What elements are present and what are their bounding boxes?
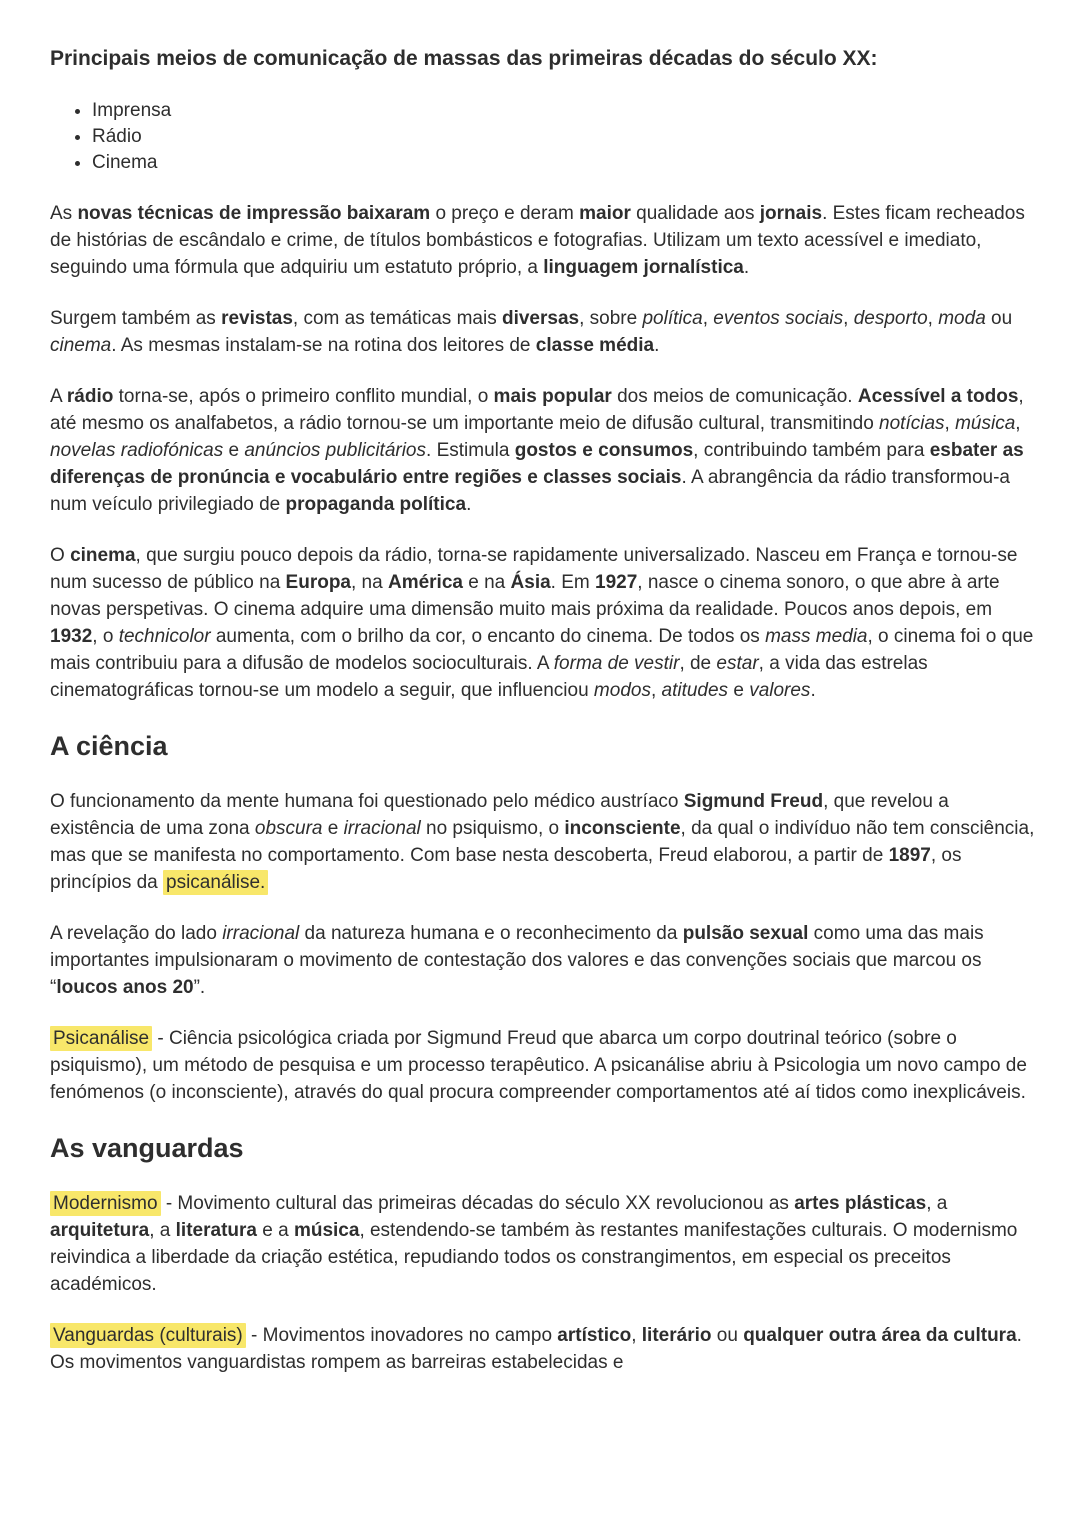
text-run: Acessível a todos — [857, 386, 1019, 407]
text-run: technicolor — [118, 626, 211, 647]
text-run: Europa — [285, 572, 351, 593]
text-run: classe média — [535, 335, 655, 356]
text-run: , da qual o indivíduo não tem consciência, mas que se manifesta no comportamento. Com base nesta descoberta, Freud elaborou, a partir de — [50, 818, 1035, 866]
text-run: artes plásticas — [794, 1193, 927, 1214]
text-run: O — [50, 545, 71, 566]
text-run: , a vida das estrelas cinematográficas tornou-se um modelo a seguir, que influenciou — [50, 653, 928, 701]
paragraph-revelacao — [50, 920, 1036, 1001]
text-run: . Estes ficam recheados de histórias de escândalo e crime, de títulos bombásticos e fotografias. Utilizam um texto acessível e imediato, seguindo uma fórmula que adquiriu um estatuto próprio, a — [50, 203, 1025, 278]
text-run: , estendendo-se também às restantes manifestações culturais. O modernismo reivindica a liberdade da criação estética, repudiando todos os constrangimentos, em especial os preceitos académicos. — [50, 1220, 1018, 1295]
text-run: . — [743, 257, 750, 278]
text-run: irracional — [343, 818, 421, 839]
text-run: arquitetura — [50, 1220, 150, 1241]
text-run: . As mesmas instalam-se na rotina dos leitores de — [111, 335, 536, 356]
text-run: política — [642, 308, 703, 329]
text-run: ou — [985, 308, 1013, 329]
paragraph-radio — [50, 383, 1036, 518]
text-run: aumenta, com o brilho da cor, o encanto do cinema. De todos os — [210, 626, 766, 647]
text-run: Sigmund Freud — [683, 791, 824, 812]
media-list — [50, 98, 1036, 176]
text-run: - Ciência psicológica criada por Sigmund Freud que abarca um corpo doutrinal teórico (sobre o psiquismo), um método de pesquisa e um processo terapêutico. A psicanálise abriu à Psicologia um novo campo de fenómenos (o inconsciente), através do qual procura compreender comportamentos até aí tidos como inexplicáveis. — [50, 1028, 1027, 1103]
text-run: A — [50, 386, 67, 407]
text-run: como uma das mais importantes impulsionaram o movimento de contestação dos valores e das convenções sociais que marcou os “ — [50, 923, 984, 998]
text-run: literatura — [175, 1220, 257, 1241]
text-run: . — [654, 335, 660, 356]
text-run: , até mesmo os analfabetos, a rádio tornou-se um importante meio de difusão cultural, transmitindo — [50, 386, 1024, 434]
text-run: As — [50, 203, 78, 224]
text-run: diversas — [501, 308, 580, 329]
text-run: - Movimentos inovadores no campo — [245, 1325, 558, 1346]
text-run: , a — [926, 1193, 948, 1214]
text-run: artístico — [557, 1325, 632, 1346]
text-run: música — [955, 413, 1016, 434]
text-run: , — [1015, 413, 1021, 434]
text-run: , com as temáticas mais — [292, 308, 502, 329]
doc-title: Principais meios de comunicação de massas das primeiras décadas do século XX: — [50, 47, 878, 70]
text-run: rádio — [66, 386, 114, 407]
text-run: Ásia — [510, 572, 551, 593]
paragraph-freud — [50, 788, 1036, 896]
text-run: , — [631, 1325, 642, 1346]
list-item-radio: • Rádio — [92, 124, 1036, 150]
paragraph-psicanalise-definition — [50, 1025, 1036, 1106]
text-run: modos — [593, 680, 651, 701]
text-run: cinema — [70, 545, 136, 566]
text-run: Surgem também as — [50, 308, 222, 329]
text-run: mais popular — [493, 386, 612, 407]
text-run: anúncios publicitários — [244, 440, 427, 461]
text-run: eventos sociais — [713, 308, 844, 329]
paragraph-modernismo-definition — [50, 1190, 1036, 1298]
list-item-imprensa: • Imprensa — [92, 98, 1036, 124]
highlighted-term: psicanálise. — [163, 870, 268, 895]
text-run: maior — [579, 203, 631, 224]
text-run: , sobre — [579, 308, 643, 329]
text-run: valores — [749, 680, 811, 701]
highlighted-term: Modernismo — [50, 1191, 161, 1216]
text-run: e na — [462, 572, 511, 593]
text-run: atitudes — [661, 680, 729, 701]
text-run: novas técnicas de impressão baixaram — [77, 203, 431, 224]
section-heading-vanguardas: As vanguardas — [50, 1133, 244, 1163]
text-run: inconsciente — [564, 818, 681, 839]
text-run: e — [223, 440, 245, 461]
text-run: propaganda política — [285, 494, 467, 515]
text-run: , que revelou a existência de uma zona — [50, 791, 949, 839]
text-run: , — [843, 308, 854, 329]
text-run: literário — [641, 1325, 712, 1346]
text-run: música — [293, 1220, 360, 1241]
text-run: , — [702, 308, 714, 329]
text-run: 1932 — [50, 626, 93, 647]
text-run: no psiquismo, o — [420, 818, 565, 839]
text-run: . Estimula — [426, 440, 515, 461]
text-run: , — [650, 680, 662, 701]
text-run: loucos anos 20 — [56, 977, 194, 998]
text-run: , o — [92, 626, 119, 647]
text-run: O funcionamento da mente humana foi questionado pelo médico austríaco — [50, 791, 684, 812]
text-run: e — [322, 818, 344, 839]
text-run: revistas — [221, 308, 293, 329]
text-run: estar — [716, 653, 759, 674]
text-run: - Movimento cultural das primeiras décadas do século XX revolucionou as — [160, 1193, 795, 1214]
text-run: pulsão sexual — [682, 923, 809, 944]
section-heading-ciencia: A ciência — [50, 731, 168, 761]
text-run: ”. — [193, 977, 206, 998]
text-run: o preço e deram — [430, 203, 580, 224]
text-run: qualquer outra área da cultura — [743, 1325, 1017, 1346]
paragraph-cinema — [50, 542, 1036, 704]
text-run: esbater as diferenças de pronúncia e vocabulário entre regiões e classes sociais — [50, 440, 1024, 488]
text-run: , os princípios da — [50, 845, 962, 893]
text-run: 1897 — [888, 845, 931, 866]
text-run: dos meios de comunicação. — [611, 386, 858, 407]
text-run: , na — [351, 572, 388, 593]
text-run: , de — [679, 653, 717, 674]
text-run: , nasce o cinema sonoro, o que abre à arte novas perspetivas. O cinema adquire uma dimensão muito mais próxima da realidade. Poucos anos depois, em — [50, 572, 1000, 620]
paragraph-revistas — [50, 305, 1036, 359]
text-run: . Os movimentos vanguardistas rompem as barreiras estabelecidas e — [50, 1325, 1022, 1373]
text-run: . — [466, 494, 472, 515]
text-run: , o cinema foi o que mais contribuiu para a difusão de modelos socioculturais. A — [50, 626, 1034, 674]
text-run: qualidade aos — [630, 203, 760, 224]
list-item-cinema: • Cinema — [92, 150, 1036, 176]
text-run: ou — [711, 1325, 744, 1346]
text-run: cinema — [50, 335, 112, 356]
highlighted-term: Vanguardas (culturais) — [50, 1323, 246, 1348]
text-run: desporto — [853, 308, 928, 329]
text-run: , que surgiu pouco depois da rádio, torna-se rapidamente universalizado. Nasceu em França e tornou-se num sucesso de público na — [50, 545, 1018, 593]
text-run: América — [387, 572, 463, 593]
text-run: , contribuindo também para — [693, 440, 930, 461]
text-run: notícias — [879, 413, 945, 434]
text-run: . Em — [550, 572, 596, 593]
text-run: e a — [256, 1220, 294, 1241]
text-run: irracional — [222, 923, 300, 944]
text-run: linguagem jornalística — [543, 257, 744, 278]
text-run: . A abrangência da rádio transformou-a num veículo privilegiado de — [50, 467, 1010, 515]
text-run: gostos e consumos — [514, 440, 694, 461]
text-run: da natureza humana e o reconhecimento da — [299, 923, 683, 944]
text-run: e — [728, 680, 750, 701]
paragraph-imprensa — [50, 200, 1036, 281]
text-run: , — [927, 308, 939, 329]
text-run: obscura — [254, 818, 323, 839]
text-run: moda — [938, 308, 986, 329]
text-run: forma de vestir — [553, 653, 680, 674]
text-run: mass media — [765, 626, 868, 647]
text-run: jornais — [759, 203, 823, 224]
text-run: , a — [149, 1220, 176, 1241]
text-run: A revelação do lado — [50, 923, 223, 944]
text-run: torna-se, após o primeiro conflito mundial, o — [113, 386, 494, 407]
text-run: 1927 — [595, 572, 638, 593]
highlighted-term: Psicanálise — [50, 1026, 152, 1051]
text-run: , — [944, 413, 956, 434]
paragraph-vanguardas-definition — [50, 1322, 1036, 1376]
text-run: novelas radiofónicas — [50, 440, 224, 461]
text-run: . — [810, 680, 816, 701]
